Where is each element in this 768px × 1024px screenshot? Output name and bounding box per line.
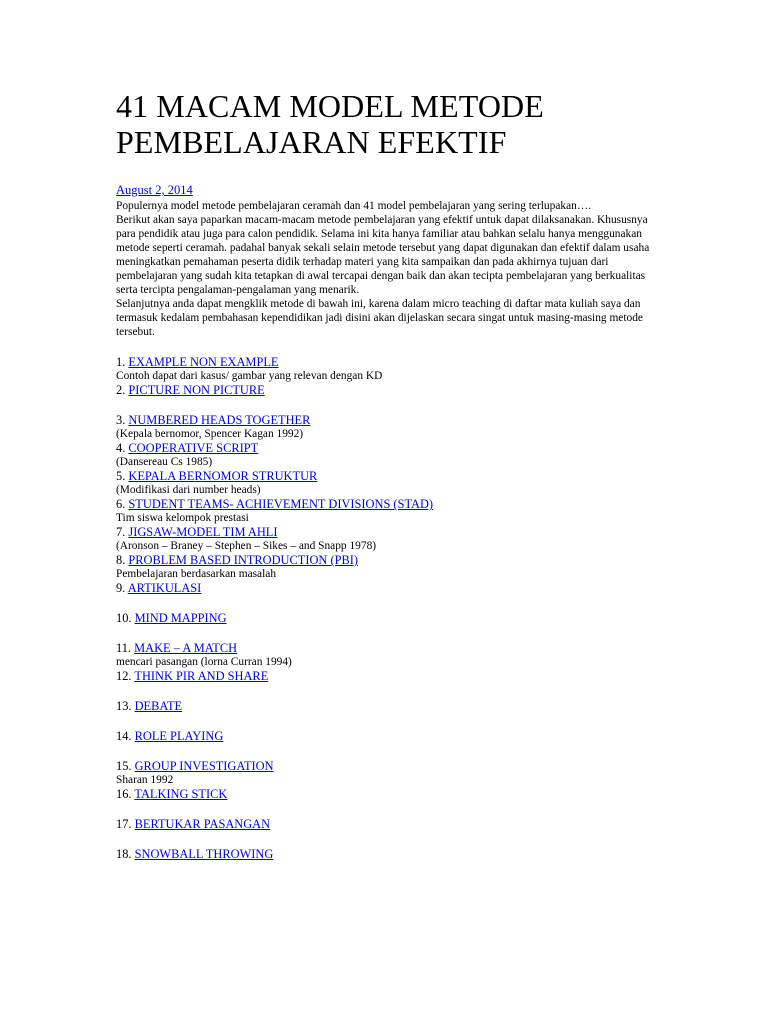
method-link[interactable]: MAKE – A MATCH [134, 641, 238, 655]
method-number: 9. [116, 581, 126, 595]
method-list-item [116, 497, 656, 525]
method-number: 17. [116, 817, 132, 831]
method-list-item [116, 581, 656, 595]
method-link[interactable]: JIGSAW-MODEL TIM AHLI [128, 525, 278, 539]
method-list-item [116, 525, 656, 553]
method-list-item [116, 729, 656, 743]
method-number: 11. [116, 641, 132, 655]
method-link[interactable]: GROUP INVESTIGATION [134, 759, 274, 773]
method-list-item [116, 553, 656, 581]
method-link[interactable]: KEPALA BERNOMOR STRUKTUR [128, 469, 318, 483]
method-list-item [116, 441, 656, 469]
method-list-item [116, 641, 656, 669]
method-description: Tim siswa kelompok prestasi [116, 512, 249, 524]
method-link[interactable]: STUDENT TEAMS- ACHIEVEMENT DIVISIONS (STAD) [128, 497, 434, 511]
method-number: 12. [116, 669, 132, 683]
method-number: 4. [116, 441, 126, 455]
method-number: 10. [116, 611, 132, 625]
method-link[interactable]: NUMBERED HEADS TOGETHER [128, 413, 311, 427]
method-number: 5. [116, 469, 126, 483]
method-description: Pembelajaran berdasarkan masalah [116, 568, 277, 580]
method-list [116, 355, 656, 861]
method-number: 1. [116, 355, 126, 369]
method-number: 18. [116, 847, 132, 861]
method-description: (Aronson – Braney – Stephen – Sikes – and Snapp 1978) [116, 540, 377, 552]
method-list-item [116, 669, 656, 683]
post-date-link[interactable]: August 2, 2014 [116, 183, 193, 197]
method-number: 16. [116, 787, 132, 801]
method-list-item [116, 611, 656, 625]
body-paragraph: Berikut akan saya paparkan macam-macam metode pembelajaran yang efektif untuk dapat dilaksanakan. Khususnya para pendidik atau juga para calon pendidik. Selama ini kita hanya familiar atau bahkan selalu hanya menggunakan metode seperti ceramah. padahal banyak sekali selain metode tersebut yang dapat digunakan dan efektif dalam usaha meningkatkan pemahaman peserta didik terhadap materi yang kita sampaikan dan pada akhirnya tujuan dari pembelajaran yang sudah kita tetapkan di awal tercapai dengan baik dan akan tecipta pembelajaran yang berkualitas serta tercipta pengalaman-pengalaman yang menarik. [116, 214, 650, 296]
method-number: 13. [116, 699, 132, 713]
method-list-item [116, 699, 656, 713]
method-link[interactable]: ARTIKULASI [127, 581, 202, 595]
method-description: (Dansereau Cs 1985) [116, 456, 213, 468]
method-link[interactable]: PICTURE NON PICTURE [128, 383, 265, 397]
method-number: 2. [116, 383, 126, 397]
method-description: Sharan 1992 [116, 774, 174, 786]
method-link[interactable]: COOPERATIVE SCRIPT [128, 441, 259, 455]
method-link[interactable]: ROLE PLAYING [134, 729, 224, 743]
method-link[interactable]: TALKING STICK [134, 787, 228, 801]
method-description: (Modifikasi dari number heads) [116, 484, 261, 496]
method-description: (Kepala bernomor, Spencer Kagan 1992) [116, 428, 304, 440]
method-link[interactable]: EXAMPLE NON EXAMPLE [128, 355, 279, 369]
instruction-paragraph: Selanjutnya anda dapat mengklik metode di bawah ini, karena dalam micro teaching di daftar mata kuliah saya dan termasuk kedalam pembahasan kependidikan jadi disini akan dijelaskan secara singat untuk masing-masing metode tersebut. [116, 298, 643, 338]
method-description: mencari pasangan (lorna Curran 1994) [116, 656, 292, 668]
method-link[interactable]: SNOWBALL THROWING [134, 847, 274, 861]
method-number: 8. [116, 553, 126, 567]
method-list-item [116, 469, 656, 497]
method-link[interactable]: DEBATE [134, 699, 183, 713]
method-number: 7. [116, 525, 126, 539]
document-page [116, 88, 656, 861]
method-link[interactable]: BERTUKAR PASANGAN [134, 817, 271, 831]
method-number: 15. [116, 759, 132, 773]
article-title: 41 MACAM MODEL METODE PEMBELAJARAN EFEKTIF [116, 88, 544, 160]
method-number: 14. [116, 729, 132, 743]
method-link[interactable]: MIND MAPPING [134, 611, 227, 625]
method-link[interactable]: PROBLEM BASED INTRODUCTION (PBI) [128, 553, 358, 567]
intro-paragraph: Populernya model metode pembelajaran ceramah dan 41 model pembelajaran yang sering terlupakan…. [116, 200, 592, 212]
method-list-item [116, 383, 656, 397]
method-list-item [116, 413, 656, 441]
method-number: 3. [116, 413, 126, 427]
method-list-item [116, 759, 656, 787]
method-list-item [116, 817, 656, 831]
method-description: Contoh dapat dari kasus/ gambar yang relevan dengan KD [116, 370, 383, 382]
method-number: 6. [116, 497, 126, 511]
method-list-item [116, 787, 656, 801]
method-list-item [116, 355, 656, 383]
method-link[interactable]: THINK PIR AND SHARE [134, 669, 269, 683]
method-list-item [116, 847, 656, 861]
